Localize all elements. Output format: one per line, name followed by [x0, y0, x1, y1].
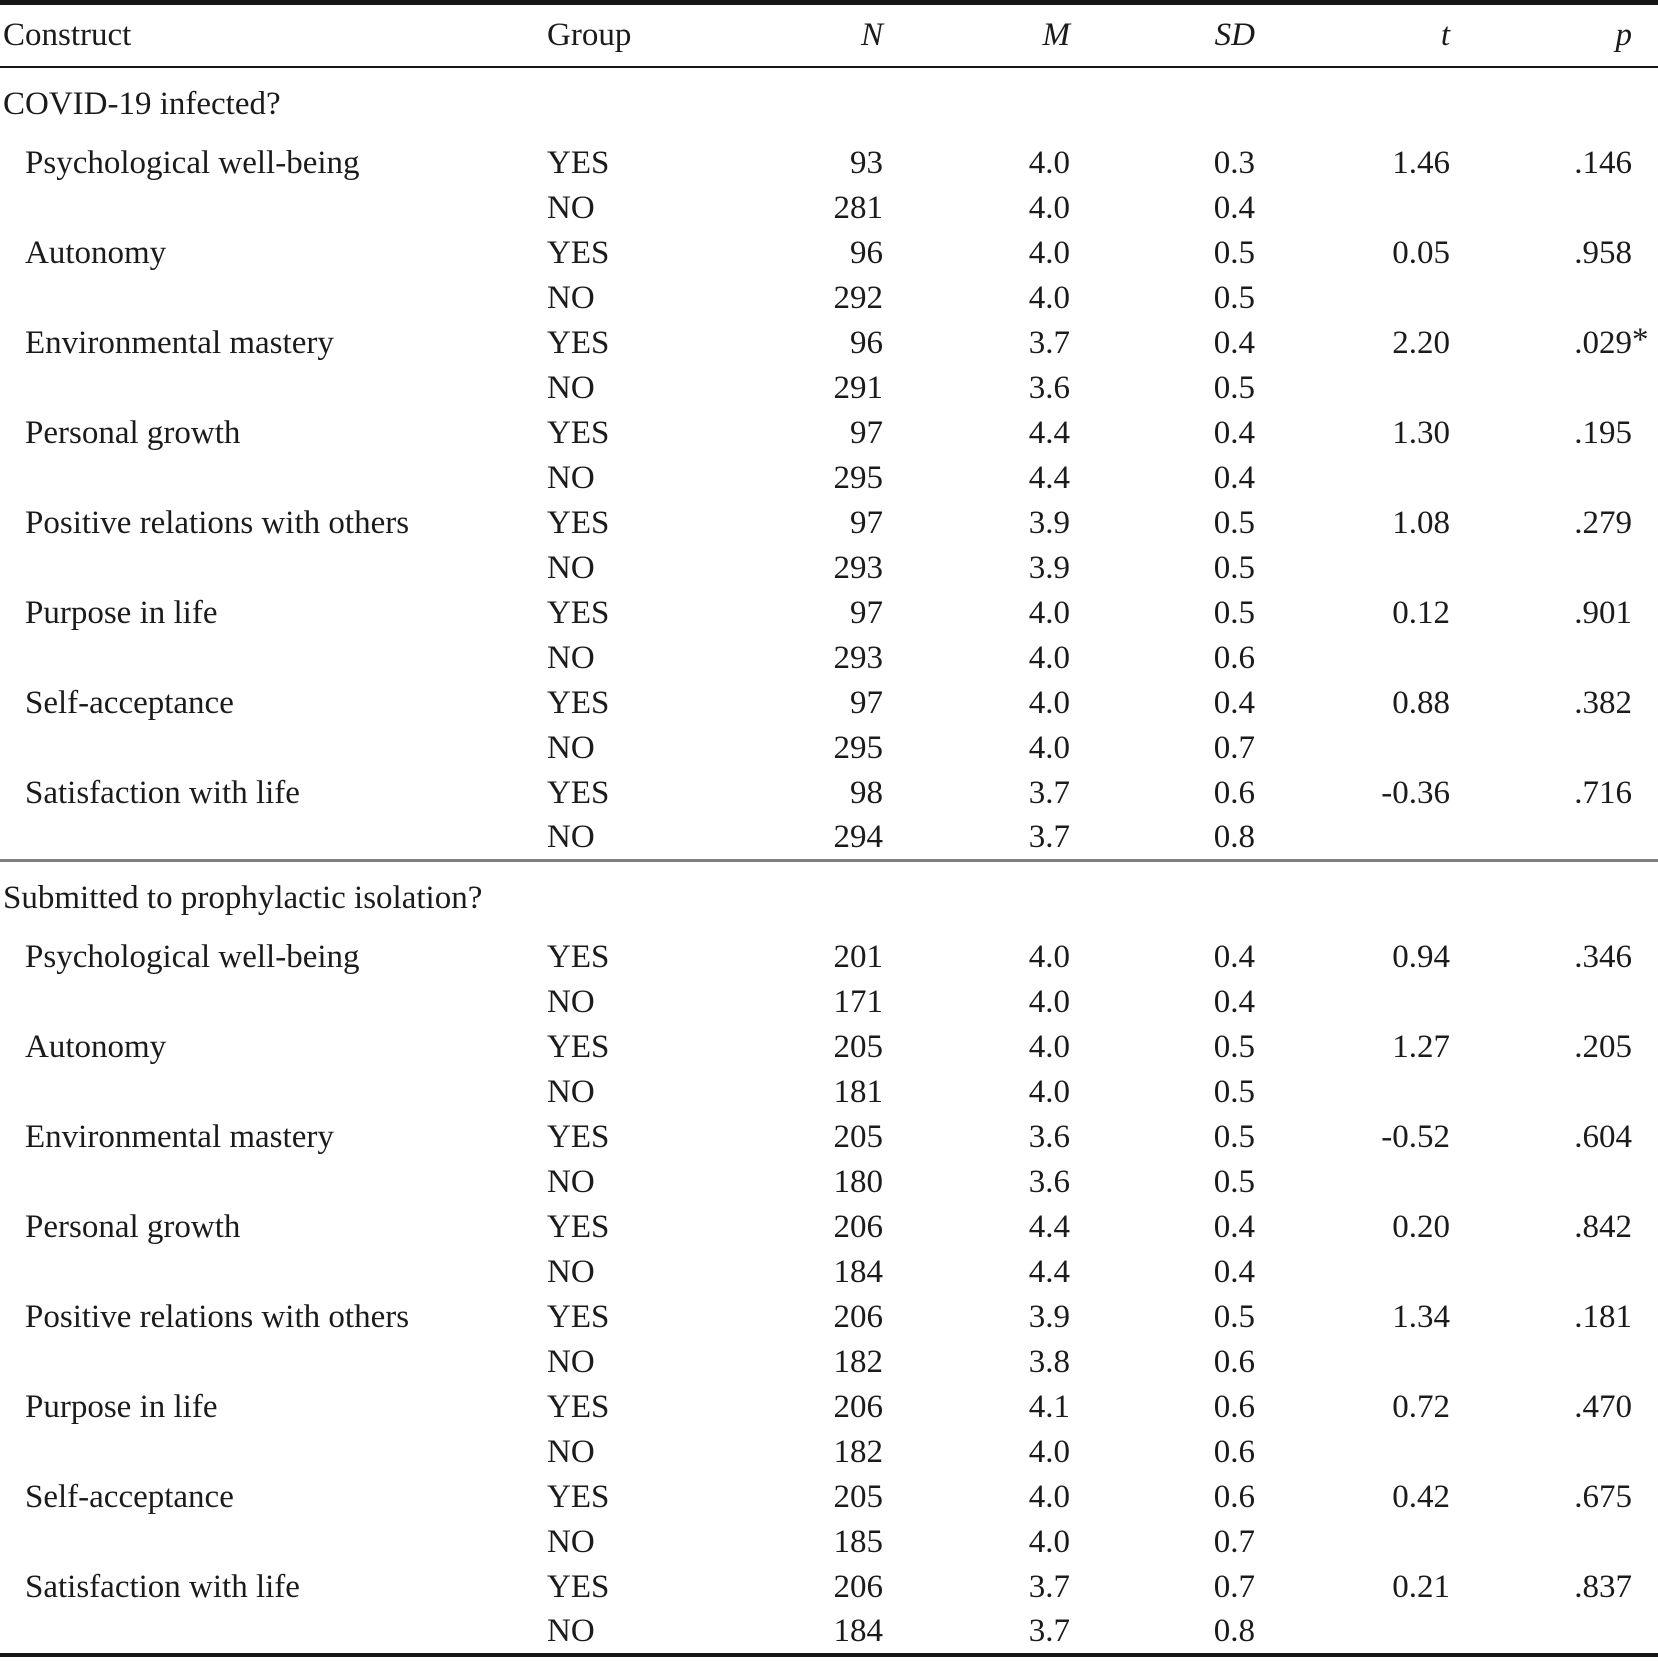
column-header-n: N	[860, 16, 883, 53]
sd-cell: 0.5	[1213, 549, 1255, 586]
table-row	[0, 1430, 1658, 1475]
group-cell: YES	[547, 324, 610, 361]
t-cell	[1255, 980, 1450, 1025]
m-cell: 4.0	[1028, 729, 1070, 766]
m-cell: 4.0	[1028, 234, 1070, 271]
p-cell	[1450, 1340, 1658, 1385]
n-cell: 292	[833, 279, 883, 316]
group-cell: YES	[547, 234, 610, 271]
p-cell	[1450, 1160, 1658, 1205]
table-body	[0, 67, 1658, 1655]
group-cell: YES	[547, 1388, 610, 1425]
p-cell	[1450, 980, 1658, 1025]
p-cell: .279	[1574, 504, 1632, 541]
construct-cell: Satisfaction with life	[25, 774, 300, 811]
m-cell: 4.0	[1028, 938, 1070, 975]
n-cell: 206	[833, 1568, 883, 1605]
n-cell: 293	[833, 549, 883, 586]
sd-cell: 0.5	[1213, 1028, 1255, 1065]
n-cell: 98	[850, 774, 883, 811]
group-cell: NO	[547, 1163, 595, 1200]
m-cell: 4.0	[1028, 1028, 1070, 1065]
group-cell: YES	[547, 1298, 610, 1335]
construct-cell: Purpose in life	[25, 1388, 218, 1425]
m-cell: 4.0	[1028, 1478, 1070, 1515]
n-cell: 97	[850, 594, 883, 631]
p-cell	[1450, 816, 1658, 861]
construct-cell	[0, 1160, 547, 1205]
n-cell: 185	[833, 1523, 883, 1560]
n-cell: 96	[850, 324, 883, 361]
n-cell: 294	[833, 818, 883, 855]
t-cell	[1255, 1610, 1450, 1655]
sd-cell: 0.4	[1213, 684, 1255, 721]
table-row	[0, 980, 1658, 1025]
t-cell	[1255, 1250, 1450, 1295]
group-cell: YES	[547, 1028, 610, 1065]
p-cell: .837	[1574, 1568, 1632, 1605]
group-cell: YES	[547, 1118, 610, 1155]
group-cell: YES	[547, 1208, 610, 1245]
sd-cell: 0.6	[1213, 774, 1255, 811]
n-cell: 206	[833, 1388, 883, 1425]
p-value: .029 *	[1574, 321, 1649, 361]
t-cell	[1255, 1340, 1450, 1385]
sd-cell: 0.4	[1213, 189, 1255, 226]
construct-cell	[0, 636, 547, 681]
n-cell: 180	[833, 1163, 883, 1200]
m-cell: 4.0	[1028, 189, 1070, 226]
construct-cell	[0, 1340, 547, 1385]
group-cell: YES	[547, 144, 610, 181]
table-row	[0, 771, 1658, 816]
sd-cell: 0.4	[1213, 459, 1255, 496]
column-header-m: M	[1042, 16, 1070, 53]
group-cell: NO	[547, 729, 595, 766]
p-cell: .604	[1574, 1118, 1632, 1155]
construct-cell: Positive relations with others	[25, 1298, 410, 1335]
t-cell	[1255, 546, 1450, 591]
p-cell	[1450, 726, 1658, 771]
construct-cell: Purpose in life	[25, 594, 218, 631]
sd-cell: 0.3	[1213, 144, 1255, 181]
table-row	[0, 726, 1658, 771]
m-cell: 3.6	[1028, 1163, 1070, 1200]
table-row	[0, 591, 1658, 636]
p-cell	[1450, 456, 1658, 501]
m-cell: 3.8	[1028, 1343, 1070, 1380]
t-cell: 0.20	[1392, 1208, 1450, 1245]
m-cell: 3.7	[1028, 774, 1070, 811]
construct-cell: Self-acceptance	[25, 1478, 234, 1515]
p-cell	[1450, 276, 1658, 321]
t-cell	[1255, 726, 1450, 771]
n-cell: 201	[833, 938, 883, 975]
column-header-group: Group	[547, 16, 632, 53]
table-row	[0, 681, 1658, 726]
n-cell: 293	[833, 639, 883, 676]
t-cell: -0.36	[1381, 774, 1450, 811]
group-cell: NO	[547, 1523, 595, 1560]
t-cell: 0.05	[1392, 234, 1450, 271]
group-cell: YES	[547, 774, 610, 811]
m-cell: 4.0	[1028, 983, 1070, 1020]
m-cell: 3.9	[1028, 504, 1070, 541]
m-cell: 3.7	[1028, 1568, 1070, 1605]
group-cell: NO	[547, 1612, 595, 1649]
t-cell	[1255, 366, 1450, 411]
m-cell: 4.0	[1028, 1523, 1070, 1560]
sd-cell: 0.5	[1213, 1298, 1255, 1335]
t-cell	[1255, 456, 1450, 501]
m-cell: 3.7	[1028, 324, 1070, 361]
section-header-row	[0, 67, 1658, 141]
group-cell: YES	[547, 414, 610, 451]
table-row	[0, 1295, 1658, 1340]
construct-cell	[0, 1610, 547, 1655]
table-row	[0, 141, 1658, 186]
construct-cell	[0, 276, 547, 321]
sd-cell: 0.5	[1213, 1073, 1255, 1110]
table-header	[0, 3, 1658, 67]
construct-cell	[0, 186, 547, 231]
table-row	[0, 1070, 1658, 1115]
m-cell: 4.0	[1028, 279, 1070, 316]
p-cell: .195	[1574, 414, 1632, 451]
t-cell	[1255, 636, 1450, 681]
n-cell: 182	[833, 1343, 883, 1380]
sd-cell: 0.4	[1213, 983, 1255, 1020]
sd-cell: 0.5	[1213, 279, 1255, 316]
column-header-construct: Construct	[3, 16, 132, 53]
sd-cell: 0.5	[1213, 504, 1255, 541]
group-cell: NO	[547, 1073, 595, 1110]
construct-cell	[0, 456, 547, 501]
t-cell	[1255, 1160, 1450, 1205]
group-cell: NO	[547, 1433, 595, 1470]
n-cell: 205	[833, 1028, 883, 1065]
t-cell: 2.20	[1392, 324, 1450, 361]
p-cell: .842	[1574, 1208, 1632, 1245]
sd-cell: 0.6	[1213, 639, 1255, 676]
n-cell: 205	[833, 1118, 883, 1155]
n-cell: 97	[850, 684, 883, 721]
m-cell: 4.4	[1028, 1253, 1070, 1290]
construct-cell: Autonomy	[25, 234, 167, 271]
p-cell	[1450, 186, 1658, 231]
m-cell: 4.1	[1028, 1388, 1070, 1425]
p-cell	[1450, 1610, 1658, 1655]
table-row	[0, 1160, 1658, 1205]
m-cell: 3.7	[1028, 818, 1070, 855]
construct-cell	[0, 546, 547, 591]
table-row	[0, 276, 1658, 321]
t-cell	[1255, 816, 1450, 861]
m-cell: 4.0	[1028, 144, 1070, 181]
construct-cell	[0, 726, 547, 771]
table-row	[0, 935, 1658, 980]
sd-cell: 0.6	[1213, 1388, 1255, 1425]
p-cell: .716	[1574, 774, 1632, 811]
p-cell	[1450, 546, 1658, 591]
section-header-row	[0, 861, 1658, 935]
t-cell: -0.52	[1381, 1118, 1450, 1155]
construct-cell: Positive relations with others	[25, 504, 410, 541]
construct-cell: Environmental mastery	[25, 324, 334, 361]
group-cell: NO	[547, 459, 595, 496]
construct-cell: Personal growth	[25, 414, 241, 451]
t-cell: 0.21	[1392, 1568, 1450, 1605]
sd-cell: 0.4	[1213, 324, 1255, 361]
t-cell: 1.30	[1392, 414, 1450, 451]
group-cell: YES	[547, 1568, 610, 1605]
sd-cell: 0.4	[1213, 938, 1255, 975]
group-cell: NO	[547, 983, 595, 1020]
group-cell: NO	[547, 279, 595, 316]
sd-cell: 0.8	[1213, 818, 1255, 855]
n-cell: 97	[850, 504, 883, 541]
t-cell: 1.27	[1392, 1028, 1450, 1065]
construct-cell: Psychological well-being	[25, 144, 360, 181]
t-cell	[1255, 276, 1450, 321]
sd-cell: 0.8	[1213, 1612, 1255, 1649]
table-row	[0, 1340, 1658, 1385]
n-cell: 182	[833, 1433, 883, 1470]
n-cell: 184	[833, 1253, 883, 1290]
m-cell: 3.9	[1028, 549, 1070, 586]
table-row	[0, 456, 1658, 501]
sd-cell: 0.6	[1213, 1478, 1255, 1515]
table-row	[0, 1520, 1658, 1565]
construct-cell	[0, 1520, 547, 1565]
p-cell	[1450, 1070, 1658, 1115]
n-cell: 205	[833, 1478, 883, 1515]
n-cell: 96	[850, 234, 883, 271]
n-cell: 295	[833, 459, 883, 496]
m-cell: 3.7	[1028, 1612, 1070, 1649]
m-cell: 3.6	[1028, 1118, 1070, 1155]
sd-cell: 0.5	[1213, 234, 1255, 271]
n-cell: 181	[833, 1073, 883, 1110]
table-row	[0, 501, 1658, 546]
construct-cell: Satisfaction with life	[25, 1568, 300, 1605]
n-cell: 184	[833, 1612, 883, 1649]
table-row	[0, 186, 1658, 231]
p-cell: .470	[1574, 1388, 1632, 1425]
group-cell: NO	[547, 818, 595, 855]
p-cell: .901	[1574, 594, 1632, 631]
header-row	[0, 3, 1658, 67]
construct-cell: Autonomy	[25, 1028, 167, 1065]
table-row	[0, 1565, 1658, 1610]
p-cell: .346	[1574, 938, 1632, 975]
construct-cell: Self-acceptance	[25, 684, 234, 721]
table-row	[0, 1250, 1658, 1295]
n-cell: 97	[850, 414, 883, 451]
sd-cell: 0.5	[1213, 594, 1255, 631]
t-cell: 0.42	[1392, 1478, 1450, 1515]
group-cell: YES	[547, 938, 610, 975]
m-cell: 4.4	[1028, 1208, 1070, 1245]
sd-cell: 0.7	[1213, 1523, 1255, 1560]
column-header-p: p	[1615, 16, 1632, 53]
sd-cell: 0.4	[1213, 1253, 1255, 1290]
sd-cell: 0.6	[1213, 1343, 1255, 1380]
construct-cell	[0, 1430, 547, 1475]
p-cell: .382	[1574, 684, 1632, 721]
t-cell	[1255, 1430, 1450, 1475]
m-cell: 4.0	[1028, 684, 1070, 721]
p-cell	[1450, 1250, 1658, 1295]
table-row	[0, 816, 1658, 861]
n-cell: 295	[833, 729, 883, 766]
group-cell: YES	[547, 1478, 610, 1515]
group-cell: NO	[547, 549, 595, 586]
sd-cell: 0.4	[1213, 414, 1255, 451]
m-cell: 3.9	[1028, 1298, 1070, 1335]
table-row	[0, 1025, 1658, 1070]
p-cell	[1450, 1520, 1658, 1565]
table-row	[0, 1610, 1658, 1655]
sd-cell: 0.6	[1213, 1433, 1255, 1470]
p-cell: .205	[1574, 1028, 1632, 1065]
group-cell: NO	[547, 1253, 595, 1290]
column-header-sd: SD	[1214, 16, 1255, 53]
t-cell	[1255, 1070, 1450, 1115]
group-cell: NO	[547, 189, 595, 226]
table-row	[0, 366, 1658, 411]
t-cell: 0.12	[1392, 594, 1450, 631]
n-cell: 206	[833, 1298, 883, 1335]
sd-cell: 0.5	[1213, 1118, 1255, 1155]
p-cell: .958	[1574, 234, 1632, 271]
group-cell: NO	[547, 369, 595, 406]
n-cell: 281	[833, 189, 883, 226]
construct-cell: Psychological well-being	[25, 938, 360, 975]
p-cell	[1450, 321, 1658, 366]
sd-cell: 0.4	[1213, 1208, 1255, 1245]
p-cell: .181	[1574, 1298, 1632, 1335]
m-cell: 4.0	[1028, 594, 1070, 631]
construct-cell	[0, 816, 547, 861]
n-cell: 206	[833, 1208, 883, 1245]
p-cell	[1450, 636, 1658, 681]
construct-cell	[0, 980, 547, 1025]
construct-cell: Environmental mastery	[25, 1118, 334, 1155]
table-row	[0, 1205, 1658, 1250]
n-cell: 93	[850, 144, 883, 181]
column-header-t: t	[1440, 16, 1450, 53]
m-cell: 3.6	[1028, 369, 1070, 406]
table-row	[0, 546, 1658, 591]
m-cell: 4.4	[1028, 414, 1070, 451]
section-title: COVID-19 infected?	[3, 85, 281, 122]
table-row	[0, 1385, 1658, 1430]
t-cell	[1255, 186, 1450, 231]
t-cell: 0.94	[1392, 938, 1450, 975]
sd-cell: 0.7	[1213, 729, 1255, 766]
m-cell: 4.0	[1028, 639, 1070, 676]
m-cell: 4.4	[1028, 459, 1070, 496]
significance-asterisk: *	[1632, 321, 1649, 358]
sd-cell: 0.5	[1213, 1163, 1255, 1200]
t-cell: 0.88	[1392, 684, 1450, 721]
p-cell: .675	[1574, 1478, 1632, 1515]
t-cell: 1.34	[1392, 1298, 1450, 1335]
group-cell: YES	[547, 504, 610, 541]
construct-cell	[0, 1250, 547, 1295]
table-row	[0, 321, 1658, 366]
n-cell: 291	[833, 369, 883, 406]
p-cell	[1450, 1430, 1658, 1475]
p-cell: .146	[1574, 144, 1632, 181]
m-cell: 4.0	[1028, 1433, 1070, 1470]
construct-cell: Personal growth	[25, 1208, 241, 1245]
table-row	[0, 636, 1658, 681]
group-cell: YES	[547, 594, 610, 631]
p-cell	[1450, 366, 1658, 411]
group-cell: NO	[547, 1343, 595, 1380]
construct-cell	[0, 366, 547, 411]
n-cell: 171	[833, 983, 883, 1020]
group-cell: NO	[547, 639, 595, 676]
table-row	[0, 1475, 1658, 1520]
table-row	[0, 1115, 1658, 1160]
table-row	[0, 411, 1658, 456]
table-row	[0, 231, 1658, 276]
t-cell: 0.72	[1392, 1388, 1450, 1425]
group-cell: YES	[547, 684, 610, 721]
sd-cell: 0.7	[1213, 1568, 1255, 1605]
t-cell: 1.46	[1392, 144, 1450, 181]
sd-cell: 0.5	[1213, 369, 1255, 406]
m-cell: 4.0	[1028, 1073, 1070, 1110]
section-title: Submitted to prophylactic isolation?	[3, 879, 483, 916]
t-cell: 1.08	[1392, 504, 1450, 541]
t-cell	[1255, 1520, 1450, 1565]
construct-cell	[0, 1070, 547, 1115]
